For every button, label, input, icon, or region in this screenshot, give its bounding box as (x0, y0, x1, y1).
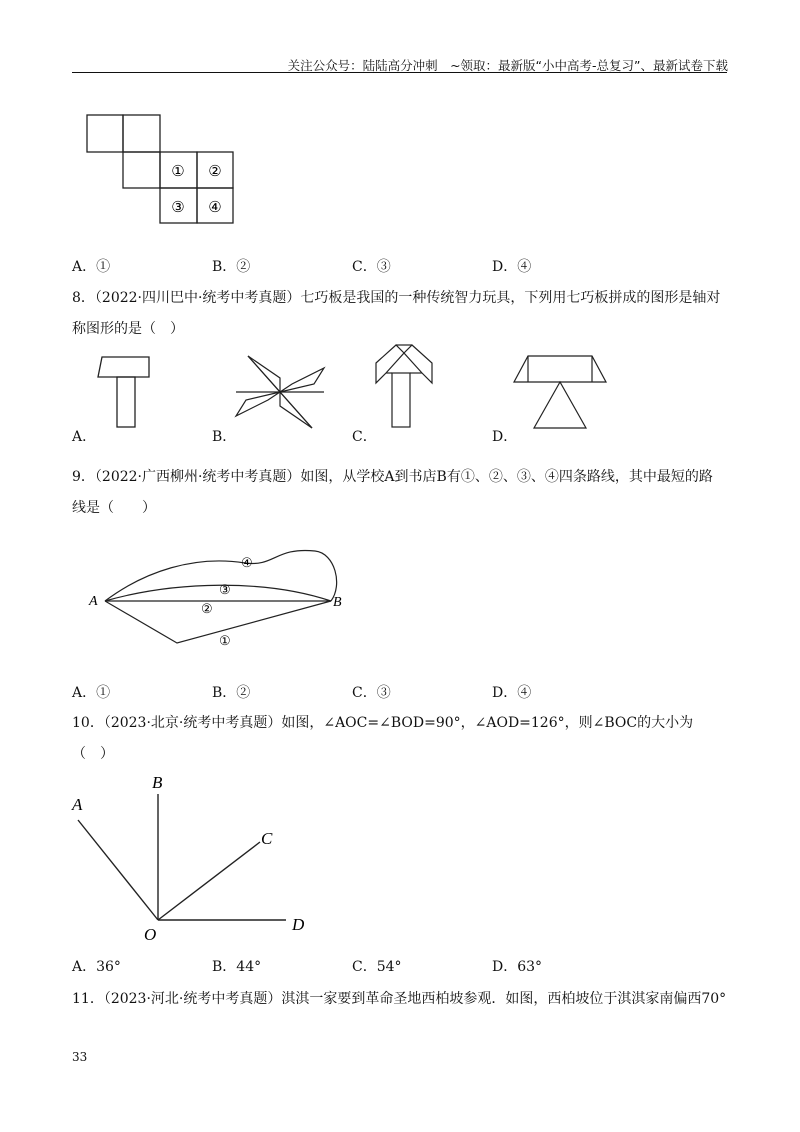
q8-option-d: D． (492, 429, 518, 445)
page-number: 33 (72, 1050, 88, 1064)
route-1-path (105, 601, 331, 643)
q10-stem-line1: 10．（2023·北京·统考中考真题）如图，∠AOC=∠BOD=90°，∠AOD=126°，则∠BOC的大小为 (72, 715, 694, 731)
route-1-label: ① (219, 633, 231, 648)
net-cell (123, 115, 160, 152)
q9-option-d: D．④ (492, 685, 532, 701)
q9-routes-figure (85, 545, 355, 650)
net-cell (123, 152, 160, 188)
net-label-3: ③ (171, 200, 185, 216)
label-d: D (292, 915, 305, 934)
ray-oc (158, 842, 260, 920)
net-label-4: ④ (208, 200, 222, 216)
q9-option-a: A．① (72, 685, 111, 701)
q11-stem-line1: 11．（2023·河北·统考中考真题）淇淇一家要到革命圣地西柏坡参观．如图，西柏坡位于淇淇家南偏西70° (72, 991, 727, 1007)
q10-option-a: A．36° (72, 959, 121, 975)
point-b-label: B (333, 595, 342, 610)
route-3-label: ③ (219, 582, 231, 597)
q8-option-a: A． (72, 429, 97, 445)
q9-stem-line2: 线是（ ） (72, 500, 156, 516)
q7-option-c: C．③ (352, 259, 391, 275)
q7-cube-net-figure (85, 113, 237, 225)
q8-stem-line2: 称图形的是（ ） (72, 321, 184, 337)
label-a: A (72, 795, 83, 814)
q8-option-c: C． (352, 429, 377, 445)
net-label-1: ① (171, 164, 185, 180)
header-divider (72, 72, 727, 73)
q10-stem-line2: （ ） (72, 746, 114, 762)
q7-option-d: D．④ (492, 259, 532, 275)
label-o: O (144, 925, 157, 944)
ray-oa (78, 820, 158, 920)
q9-option-b: B．② (212, 685, 251, 701)
label-c: C (261, 829, 273, 848)
q8-figure-b (232, 354, 328, 430)
page-header: 关注公众号：陆陆高分冲刺 ~领取：最新版“小中高考-总复习”、最新试卷下载 (287, 58, 728, 73)
q8-figure-c (370, 343, 436, 431)
net-label-2: ② (208, 164, 222, 180)
q10-option-d: D．63° (492, 959, 543, 975)
q8-figure-d (512, 354, 608, 430)
route-3-path (105, 585, 331, 601)
net-cell (87, 115, 123, 152)
label-b: B (152, 773, 163, 792)
q8-option-b: B． (212, 429, 237, 445)
q9-option-c: C．③ (352, 685, 391, 701)
q10-option-b: B．44° (212, 959, 262, 975)
point-a-label: A (89, 594, 98, 609)
q10-option-c: C．54° (352, 959, 402, 975)
q10-angle-figure (68, 768, 328, 948)
q8-figure-a (95, 355, 155, 429)
route-4-label: ④ (241, 555, 253, 570)
q9-stem-line1: 9．（2022·广西柳州·统考中考真题）如图，从学校A到书店B有①、②、③、④四条路线，其中最短的路 (72, 469, 713, 485)
route-2-label: ② (201, 601, 213, 616)
q8-stem-line1: 8．（2022·四川巴中·统考中考真题）七巧板是我国的一种传统智力玩具，下列用七巧板拼成的图形是轴对 (72, 290, 721, 306)
q7-option-a: A．① (72, 259, 111, 275)
q7-option-b: B．② (212, 259, 251, 275)
